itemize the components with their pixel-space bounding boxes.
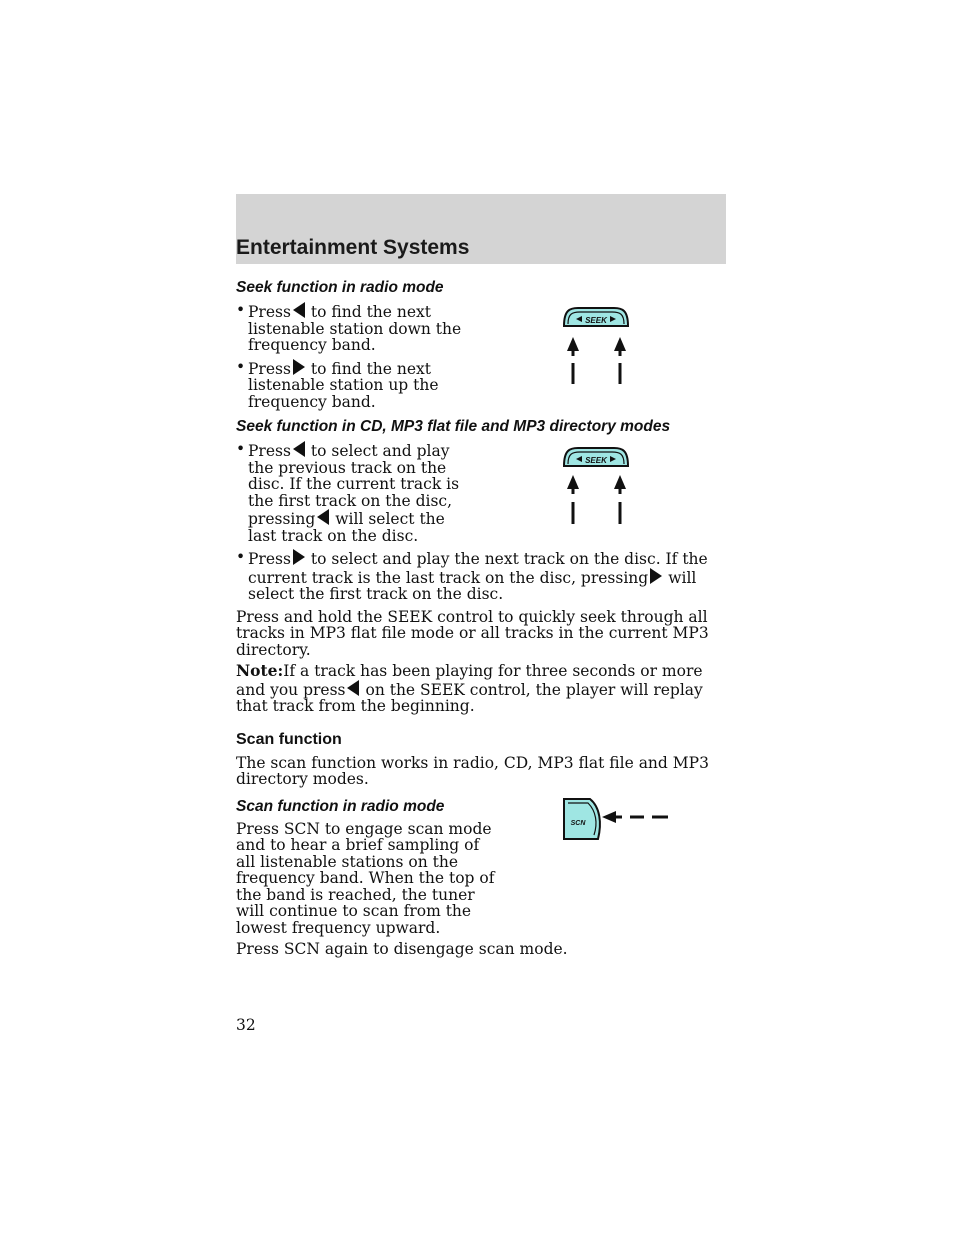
scn-label: SCN [570, 820, 586, 827]
seek-label: SEEK [585, 316, 607, 325]
scan-radio-paragraph: Press SCN to engage scan mode and to hear a brief sampling of all listenable stations on the frequency band. When the top of the band is reached, the tuner will continue to scan from the lowest frequency upward. [236, 819, 495, 937]
scan-heading: Scan function [236, 730, 342, 748]
seek-hold-paragraph: Press and hold the SEEK control to quickly seek through all tracks in MP3 flat file mode or all tracks in the current MP3 directory. [236, 607, 709, 659]
up-arrow-icon [614, 337, 626, 351]
scn-control-figure [556, 795, 672, 843]
main-content [236, 277, 726, 963]
page-number: 32 [236, 1016, 256, 1034]
left-arrow-icon [602, 811, 616, 823]
list-item: • Press to find the next listenable station down the frequency band. [236, 301, 462, 354]
up-arrow-icon [567, 475, 579, 489]
seek-label: SEEK [585, 456, 607, 465]
seek-radio-heading: Seek function in radio mode [236, 279, 444, 296]
seek-left-icon [347, 680, 359, 696]
seek-control-figure [556, 444, 636, 526]
seek-left-icon [293, 302, 305, 318]
seek-right-icon [293, 359, 305, 375]
scan-radio-heading: Scan function in radio mode [236, 797, 445, 815]
up-arrow-icon [614, 475, 626, 489]
seek-right-icon [650, 568, 662, 584]
page-title: Entertainment Systems [236, 236, 470, 259]
up-arrow-icon [567, 337, 579, 351]
list-item: • Press to select and play the previous track on the disc. If the current track is the first track on the disc, pressing will select the last track on the disc. [236, 440, 460, 545]
seek-cd-list [236, 441, 726, 603]
list-item: • Press to select and play the next track on the disc. If the current track is the last track on the disc, pressing will select the first track on the disc. [236, 548, 708, 603]
scan-paragraph: The scan function works in radio, CD, MP3 flat file and MP3 directory modes. [236, 753, 709, 788]
scan-again-paragraph: Press SCN again to disengage scan mode. [236, 940, 568, 958]
seek-left-icon [317, 509, 329, 525]
note-paragraph: Note:If a track has been playing for three seconds or more and you press on the SEEK control, the player will replay that track from the beginning. [236, 661, 703, 715]
seek-radio-list [236, 302, 464, 410]
seek-right-icon [293, 549, 305, 565]
seek-control-figure [556, 304, 636, 386]
list-item: • Press to find the next listenable station up the frequency band. [236, 357, 439, 411]
seek-cd-heading: Seek function in CD, MP3 flat file and MP3 directory modes [236, 418, 671, 435]
seek-left-icon [293, 441, 305, 457]
